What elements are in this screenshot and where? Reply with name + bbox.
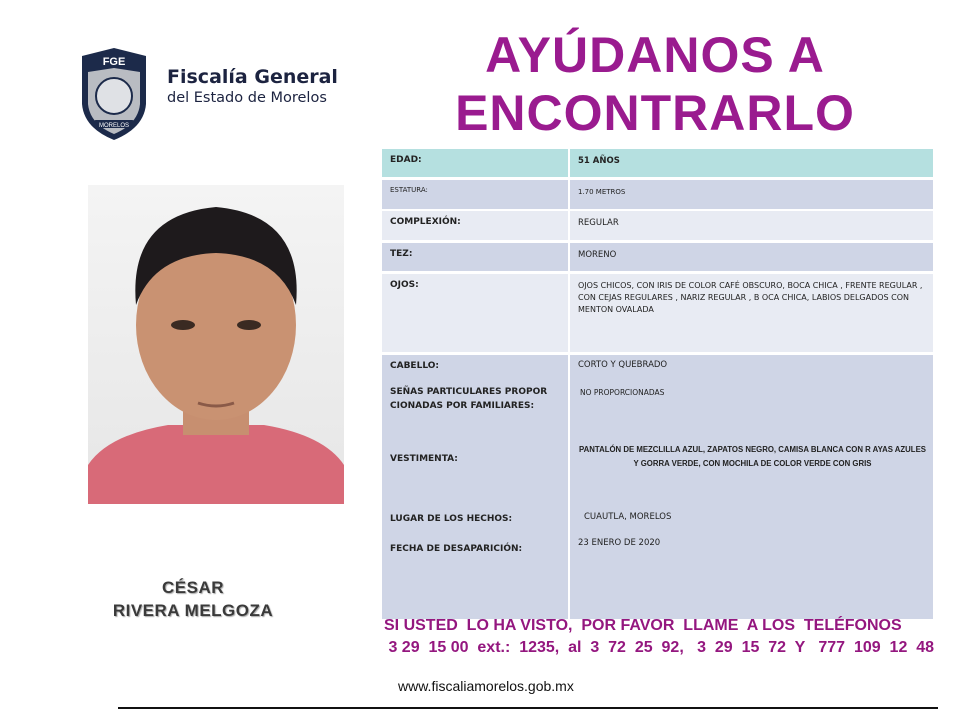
- label-ojos: OJOS:: [382, 274, 570, 352]
- title-line1: AYÚDANOS A: [485, 27, 825, 83]
- value-senas: NO PROPORCIONADAS: [580, 388, 665, 397]
- label-vestimenta: VESTIMENTA:: [390, 454, 458, 464]
- title-line2: ENCONTRARLO: [455, 85, 855, 141]
- row-descripcion: [382, 355, 933, 619]
- contact-message: SI USTED LO HA VISTO, POR FAVOR LLAME A LOS TELÉFONOS: [384, 617, 902, 634]
- contact-phones: 3 29 15 00 ext.: 1235, al 3 72 25 92, 3 29 15 72 Y 777 109 12 48: [384, 639, 935, 656]
- label-cabello: CABELLO:: [390, 361, 439, 371]
- label-tez: TEZ:: [382, 243, 570, 271]
- fge-logo: [78, 46, 150, 142]
- value-complexion: REGULAR: [578, 218, 619, 228]
- row-edad: [382, 149, 933, 177]
- value-cabello: CORTO Y QUEBRADO: [578, 360, 668, 370]
- row-ojos: [382, 274, 933, 352]
- footer-divider: [118, 707, 938, 709]
- missing-person-photo: [88, 185, 344, 504]
- value-fecha: 23 ENERO DE 2020: [578, 538, 661, 548]
- svg-text:MORELOS: MORELOS: [98, 123, 130, 129]
- value-vestimenta: PANTALÓN DE MEZCLILLA AZUL, ZAPATOS NEGRO, CAMISA BLANCA CON R AYAS AZULES Y GORRA VERDE, CON MOCHILA DE COLOR VERDE CON GRIS: [579, 445, 926, 468]
- label-lugar: LUGAR DE LOS HECHOS:: [390, 514, 513, 524]
- label-senas: SEÑAS PARTICULARES PROPOR CIONADAS POR FAMILIARES:: [390, 387, 548, 411]
- value-estatura: 1.70 METROS: [578, 188, 626, 196]
- label-fecha: FECHA DE DESAPARICIÓN:: [390, 544, 523, 554]
- org-subtitle: del Estado de Morelos: [167, 90, 327, 106]
- person-last-name: RIVERA MELGOZA: [112, 601, 274, 620]
- svg-text:FGE: FGE: [102, 56, 126, 68]
- person-first-name: CÉSAR: [161, 578, 224, 597]
- org-name: Fiscalía General: [167, 66, 338, 88]
- value-ojos: OJOS CHICOS, CON IRIS DE COLOR CAFÉ OBSCURO, BOCA CHICA , FRENTE REGULAR , CON CEJAS REGULARES , NARIZ REGULAR , B OCA CHICA, LABIOS DELGADOS CON MENTON OVALADA: [578, 281, 923, 314]
- value-edad: 51 AÑOS: [578, 156, 620, 166]
- website-link[interactable]: www.fiscaliamorelos.gob.mx: [398, 678, 574, 694]
- label-complexion: COMPLEXIÓN:: [382, 211, 570, 240]
- value-lugar: CUAUTLA, MORELOS: [584, 512, 672, 522]
- value-tez: MORENO: [578, 250, 617, 260]
- row-estatura: [382, 180, 933, 209]
- row-complexion: [382, 211, 933, 240]
- label-edad: EDAD:: [382, 149, 570, 177]
- row-tez: [382, 243, 933, 271]
- label-estatura: ESTATURA:: [382, 180, 570, 209]
